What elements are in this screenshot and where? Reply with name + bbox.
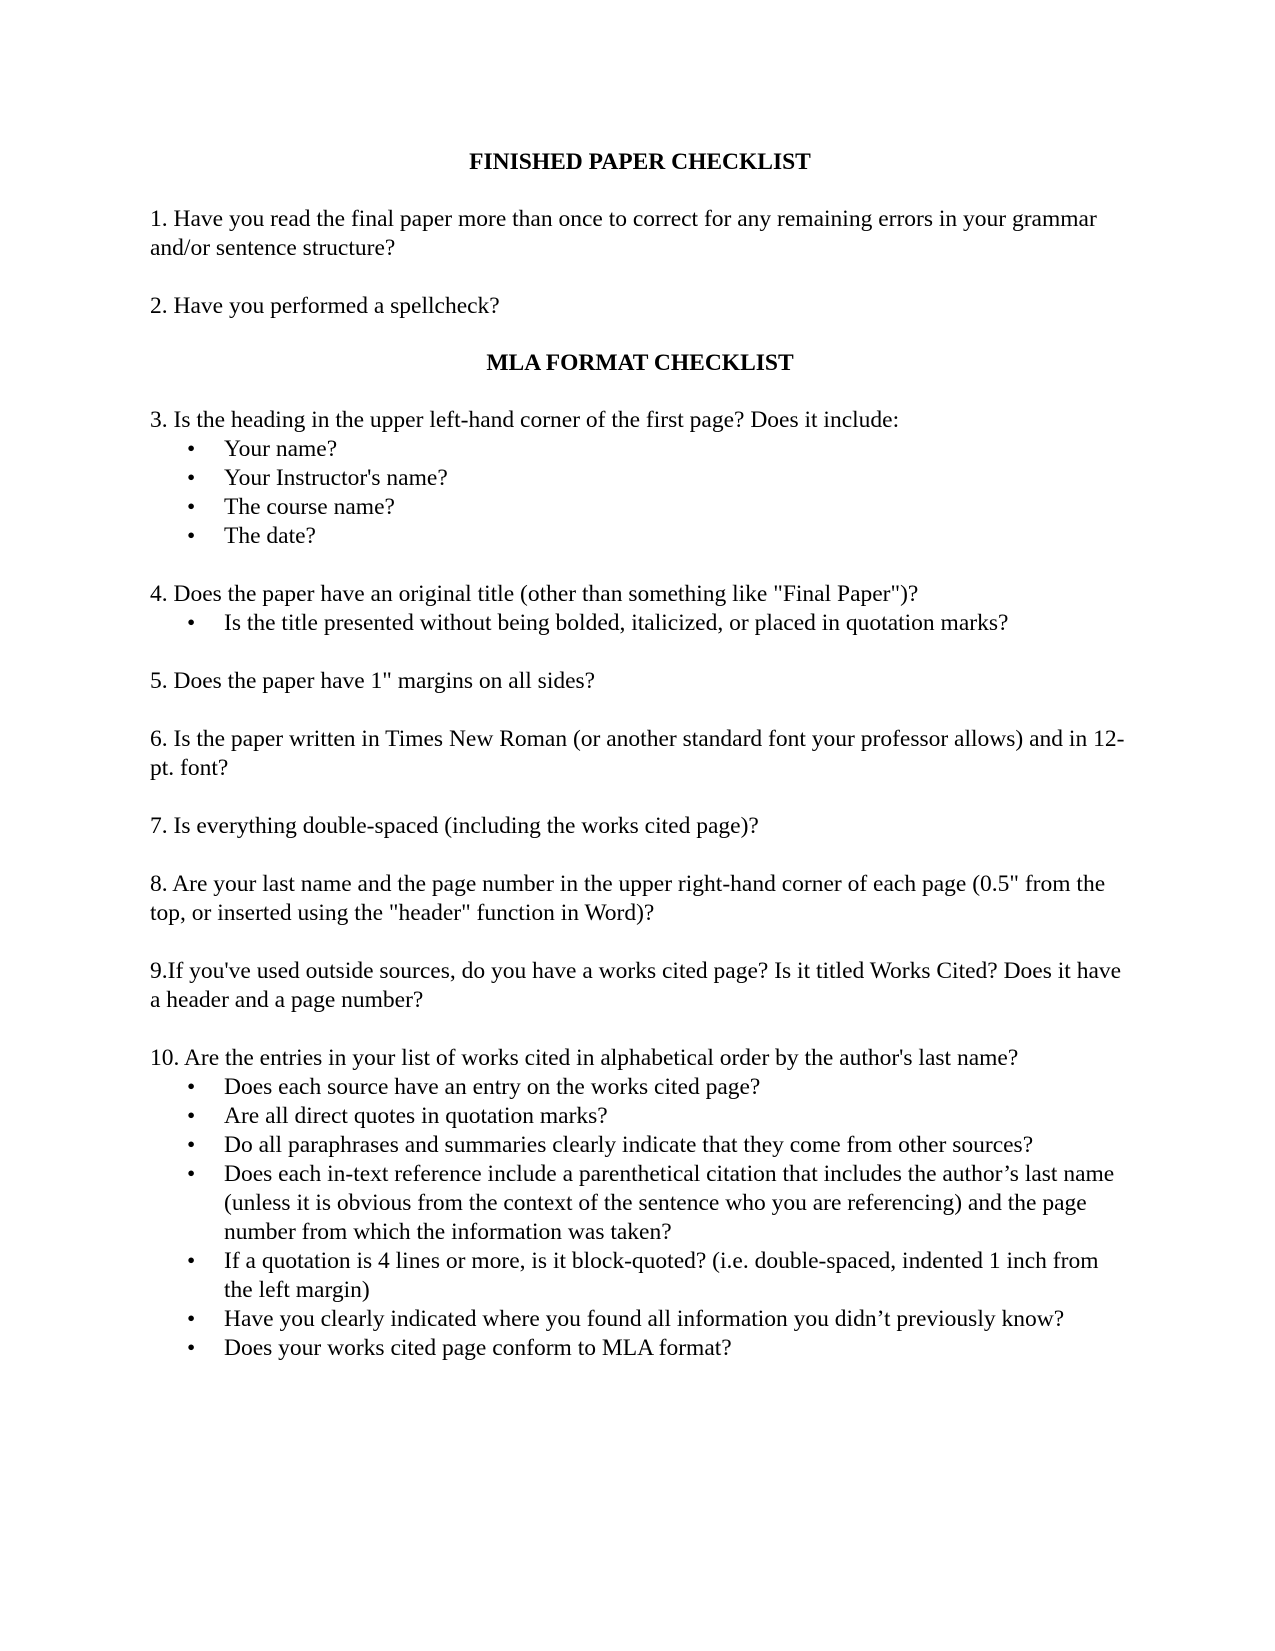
list-item-text: Does your works cited page conform to MLA format? xyxy=(224,1335,732,1361)
bullet-icon: • xyxy=(187,1335,196,1361)
bullet-icon: • xyxy=(187,1248,196,1274)
list-item xyxy=(150,1160,1130,1247)
list-item xyxy=(150,493,1130,522)
question-3: 3. Is the heading in the upper left-hand corner of the first page? Does it include: xyxy=(150,407,900,433)
question-3-list xyxy=(150,435,1130,551)
list-item-text: Are all direct quotes in quotation marks? xyxy=(224,1103,608,1129)
question-9: 9.If you've used outside sources, do you have a works cited page? Is it titled Works Cited? Does it have a header and a page number? xyxy=(150,958,1122,1013)
bullet-icon: • xyxy=(187,1103,196,1129)
list-item xyxy=(150,609,1130,638)
question-1: 1. Have you read the final paper more than once to correct for any remaining errors in your grammar and/or sentence structure? xyxy=(150,206,1097,261)
list-item-text: Does each in-text reference include a parenthetical citation that includes the author’s last name (unless it is obvious from the context of the sentence who you are referencing) and the page number from which the information was taken? xyxy=(224,1161,1115,1245)
bullet-icon: • xyxy=(187,465,196,491)
bullet-icon: • xyxy=(187,494,196,520)
list-item-text: Have you clearly indicated where you found all information you didn’t previously know? xyxy=(224,1306,1065,1332)
list-item-text: The course name? xyxy=(224,494,395,520)
list-item xyxy=(150,435,1130,464)
list-item xyxy=(150,1073,1130,1102)
bullet-icon: • xyxy=(187,1306,196,1332)
list-item xyxy=(150,464,1130,493)
list-item-text: Your Instructor's name? xyxy=(224,465,448,491)
question-4: 4. Does the paper have an original title (other than something like "Final Paper")? xyxy=(150,581,919,607)
list-item xyxy=(150,1131,1130,1160)
list-item-text: If a quotation is 4 lines or more, is it block-quoted? (i.e. double-spaced, indented 1 inch from the left margin) xyxy=(224,1248,1099,1303)
list-item-text: Do all paraphrases and summaries clearly indicate that they come from other sources? xyxy=(224,1132,1034,1158)
question-8: 8. Are your last name and the page number in the upper right-hand corner of each page (0.5" from the top, or inserted using the "header" function in Word)? xyxy=(150,871,1106,926)
list-item xyxy=(150,1305,1130,1334)
bullet-icon: • xyxy=(187,1074,196,1100)
list-item xyxy=(150,1247,1130,1305)
question-5: 5. Does the paper have 1" margins on all sides? xyxy=(150,668,596,694)
list-item-text: Your name? xyxy=(224,436,338,462)
question-10-list xyxy=(150,1073,1130,1363)
question-7: 7. Is everything double-spaced (including the works cited page)? xyxy=(150,813,759,839)
bullet-icon: • xyxy=(187,436,196,462)
bullet-icon: • xyxy=(187,1161,196,1187)
question-4-list xyxy=(150,609,1130,638)
list-item xyxy=(150,1102,1130,1131)
question-2: 2. Have you performed a spellcheck? xyxy=(150,293,500,319)
bullet-icon: • xyxy=(187,523,196,549)
list-item xyxy=(150,1334,1130,1363)
bullet-icon: • xyxy=(187,1132,196,1158)
question-6: 6. Is the paper written in Times New Roman (or another standard font your professor allows) and in 12-pt. font? xyxy=(150,726,1125,781)
question-10: 10. Are the entries in your list of works cited in alphabetical order by the author's last name? xyxy=(150,1045,1019,1071)
list-item xyxy=(150,522,1130,551)
list-item-text: Is the title presented without being bolded, italicized, or placed in quotation marks? xyxy=(224,610,1009,636)
list-item-text: Does each source have an entry on the works cited page? xyxy=(224,1074,761,1100)
mla-format-checklist-heading: MLA FORMAT CHECKLIST xyxy=(486,350,794,376)
bullet-icon: • xyxy=(187,610,196,636)
list-item-text: The date? xyxy=(224,523,316,549)
finished-paper-checklist-heading: FINISHED PAPER CHECKLIST xyxy=(469,149,811,175)
document-page xyxy=(150,148,1130,1363)
